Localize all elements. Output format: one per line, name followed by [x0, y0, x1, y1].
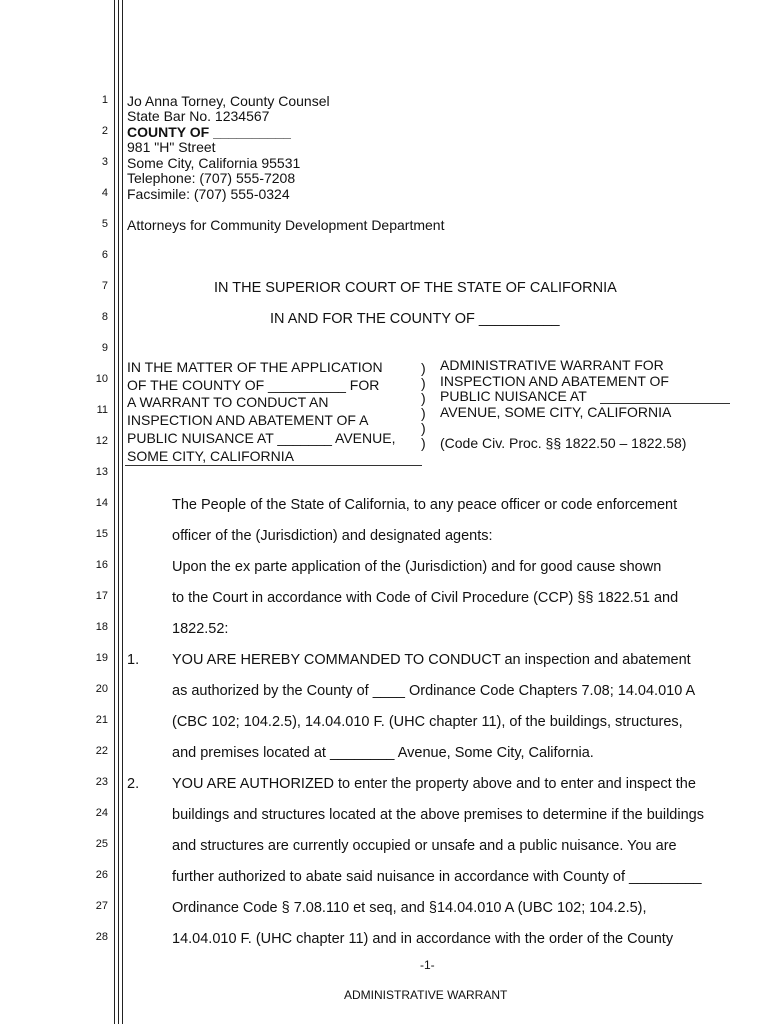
- line-number: 4: [101, 187, 108, 199]
- caption-line: IN THE MATTER OF THE APPLICATION: [127, 359, 383, 375]
- item-2-line: 14.04.010 F. (UHC chapter 11) and in accordance with the order of the County: [172, 931, 674, 947]
- item-2-line: and structures are currently occupied or unsafe and a public nuisance. You are: [172, 838, 677, 854]
- caption-paren: ): [421, 375, 426, 391]
- document-title-line: ADMINISTRATIVE WARRANT FOR: [440, 357, 664, 373]
- caption-paren: ): [421, 405, 426, 421]
- line-number: 1: [101, 94, 108, 106]
- line-number: 11: [96, 404, 108, 416]
- county-name: COUNTY OF __________: [127, 124, 291, 140]
- margin-rule-left-1: [114, 0, 115, 1024]
- document-title-line: INSPECTION AND ABATEMENT OF: [440, 373, 669, 389]
- line-number: 8: [101, 311, 108, 323]
- caption-line: PUBLIC NUISANCE AT _______ AVENUE,: [127, 430, 396, 446]
- item-1-line: (CBC 102; 104.2.5), 14.04.010 F. (UHC chapter 11), of the buildings, structures,: [172, 714, 683, 730]
- line-number: 10: [95, 373, 108, 385]
- line-number: 14: [95, 497, 108, 509]
- caption-underline: [125, 465, 422, 466]
- caption-line: A WARRANT TO CONDUCT AN: [127, 394, 329, 410]
- line-number: 18: [95, 621, 108, 633]
- state-bar-number: State Bar No. 1234567: [127, 108, 270, 124]
- item-2-line: further authorized to abate said nuisance in accordance with County of _________: [172, 869, 702, 885]
- line-number: 5: [101, 218, 108, 230]
- line-number: 16: [95, 559, 108, 571]
- line-number: 3: [101, 156, 108, 168]
- caption-paren: ): [421, 435, 426, 451]
- line-number: 28: [95, 931, 108, 943]
- facsimile: Facsimile: (707) 555-0324: [127, 186, 290, 202]
- line-number: 27: [95, 900, 108, 912]
- line-number: 23: [95, 776, 108, 788]
- attorneys-for: Attorneys for Community Development Department: [127, 217, 445, 233]
- line-number: 6: [101, 249, 108, 261]
- caption-paren: ): [421, 420, 426, 436]
- line-number: 12: [95, 435, 108, 447]
- caption-line: INSPECTION AND ABATEMENT OF A: [127, 412, 369, 428]
- caption-paren: ): [421, 360, 426, 376]
- line-number: 24: [95, 807, 108, 819]
- line-number: 2: [101, 125, 108, 137]
- caption-line: OF THE COUNTY OF __________ FOR: [127, 377, 380, 393]
- line-number: 19: [95, 652, 108, 664]
- item-2-line: YOU ARE AUTHORIZED to enter the property above and to enter and inspect the: [172, 776, 696, 792]
- item-2-line: Ordinance Code § 7.08.110 et seq, and §14.04.010 A (UBC 102; 104.2.5),: [172, 900, 647, 916]
- margin-rule-left-2: [118, 0, 119, 1024]
- line-number: 20: [95, 683, 108, 695]
- line-number: 25: [95, 838, 108, 850]
- line-number: 22: [95, 745, 108, 757]
- body-line: The People of the State of California, to any peace officer or code enforcement: [172, 497, 678, 513]
- line-number: 13: [95, 466, 108, 478]
- court-county: IN AND FOR THE COUNTY OF __________: [270, 311, 560, 327]
- item-1-line: YOU ARE HEREBY COMMANDED TO CONDUCT an inspection and abatement: [172, 652, 691, 668]
- body-line: to the Court in accordance with Code of Civil Procedure (CCP) §§ 1822.51 and: [172, 590, 679, 606]
- telephone: Telephone: (707) 555-7208: [127, 170, 296, 186]
- item-marker: 1.: [127, 652, 140, 668]
- page-number: -1-: [420, 958, 435, 972]
- line-number: 17: [95, 590, 108, 602]
- item-2-line: buildings and structures located at the above premises to determine if the buildings: [172, 807, 704, 823]
- item-marker: 2.: [127, 776, 140, 792]
- court-title: IN THE SUPERIOR COURT OF THE STATE OF CALIFORNIA: [214, 280, 617, 296]
- margin-rule-left-3: [122, 0, 123, 1024]
- item-1-line: as authorized by the County of ____ Ordinance Code Chapters 7.08; 14.04.010 A: [172, 683, 696, 699]
- document-title-line: AVENUE, SOME CITY, CALIFORNIA: [440, 404, 672, 420]
- street-address: 981 "H" Street: [127, 139, 216, 155]
- caption-line: SOME CITY, CALIFORNIA: [127, 448, 294, 464]
- line-number: 7: [101, 280, 108, 292]
- line-number: 26: [95, 869, 108, 881]
- city-address: Some City, California 95531: [127, 155, 301, 171]
- body-line: 1822.52:: [172, 621, 229, 637]
- document-title-line: PUBLIC NUISANCE AT: [440, 388, 587, 404]
- body-line: Upon the ex parte application of the (Jurisdiction) and for good cause shown: [172, 559, 662, 575]
- caption-paren: ): [421, 390, 426, 406]
- counsel-name: Jo Anna Torney, County Counsel: [127, 93, 330, 109]
- body-line: officer of the (Jurisdiction) and designated agents:: [172, 528, 493, 544]
- code-citation: (Code Civ. Proc. §§ 1822.50 – 1822.58): [440, 435, 687, 451]
- footer-title: ADMINISTRATIVE WARRANT: [344, 988, 508, 1002]
- item-1-line: and premises located at ________ Avenue, Some City, California.: [172, 745, 594, 761]
- line-number: 9: [101, 342, 108, 354]
- line-number: 21: [95, 714, 108, 726]
- line-number: 15: [95, 528, 108, 540]
